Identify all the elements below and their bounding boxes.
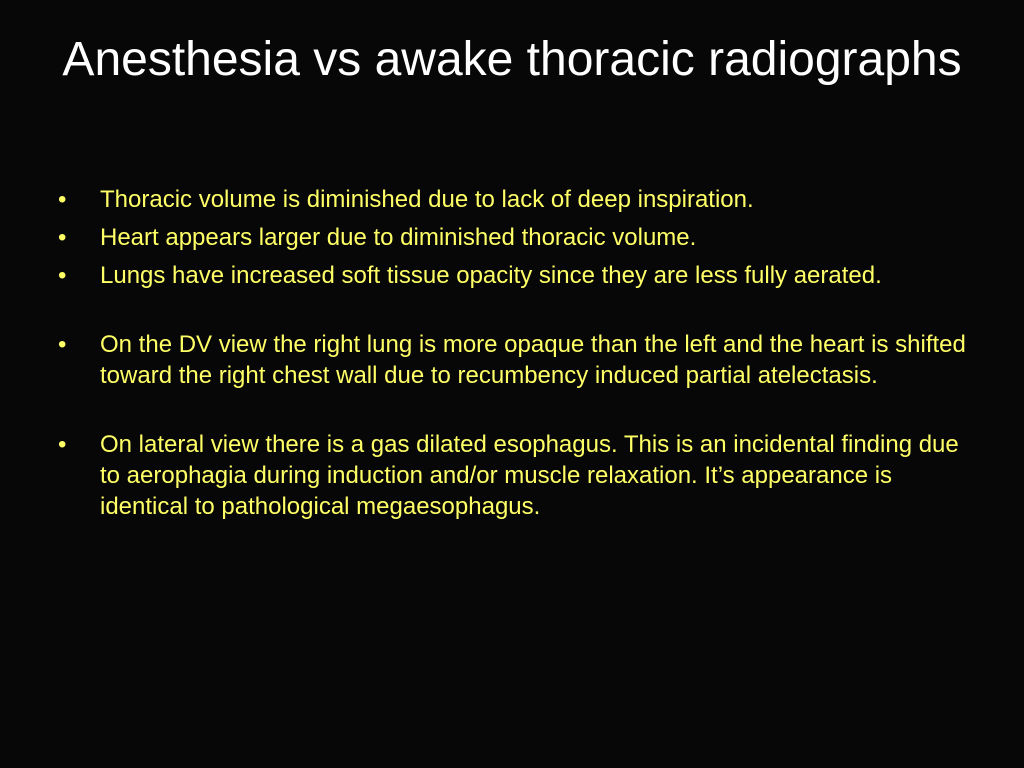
bullet-text: Lungs have increased soft tissue opacity since they are less fully aerated. <box>100 262 882 289</box>
bullet-text: On the DV view the right lung is more opaque than the left and the heart is shifted toward the right chest wall due to recumbency induced partial atelectasis. <box>100 331 966 389</box>
bullet-item-thoracic-volume <box>58 184 978 215</box>
bullet-item-lateral-view <box>58 429 978 522</box>
bullet-dot-icon: • <box>58 186 67 213</box>
bullet-item-dv-view <box>58 329 978 391</box>
bullet-text: On lateral view there is a gas dilated esophagus. This is an incidental finding due to aerophagia during induction and/or muscle relaxation. It’s appearance is identical to pathological megaesophagus. <box>100 431 959 520</box>
slide-title: Anesthesia vs awake thoracic radiographs <box>62 33 962 86</box>
bullet-list <box>58 184 978 529</box>
bullet-dot-icon: • <box>58 224 67 251</box>
bullet-dot-icon: • <box>58 431 67 458</box>
bullet-text: Thoracic volume is diminished due to lack of deep inspiration. <box>100 186 754 213</box>
bullet-dot-icon: • <box>58 331 67 358</box>
bullet-item-heart-larger <box>58 222 978 253</box>
bullet-item-lung-opacity <box>58 260 978 291</box>
bullet-dot-icon: • <box>58 262 67 289</box>
bullet-text: Heart appears larger due to diminished thoracic volume. <box>100 224 697 251</box>
